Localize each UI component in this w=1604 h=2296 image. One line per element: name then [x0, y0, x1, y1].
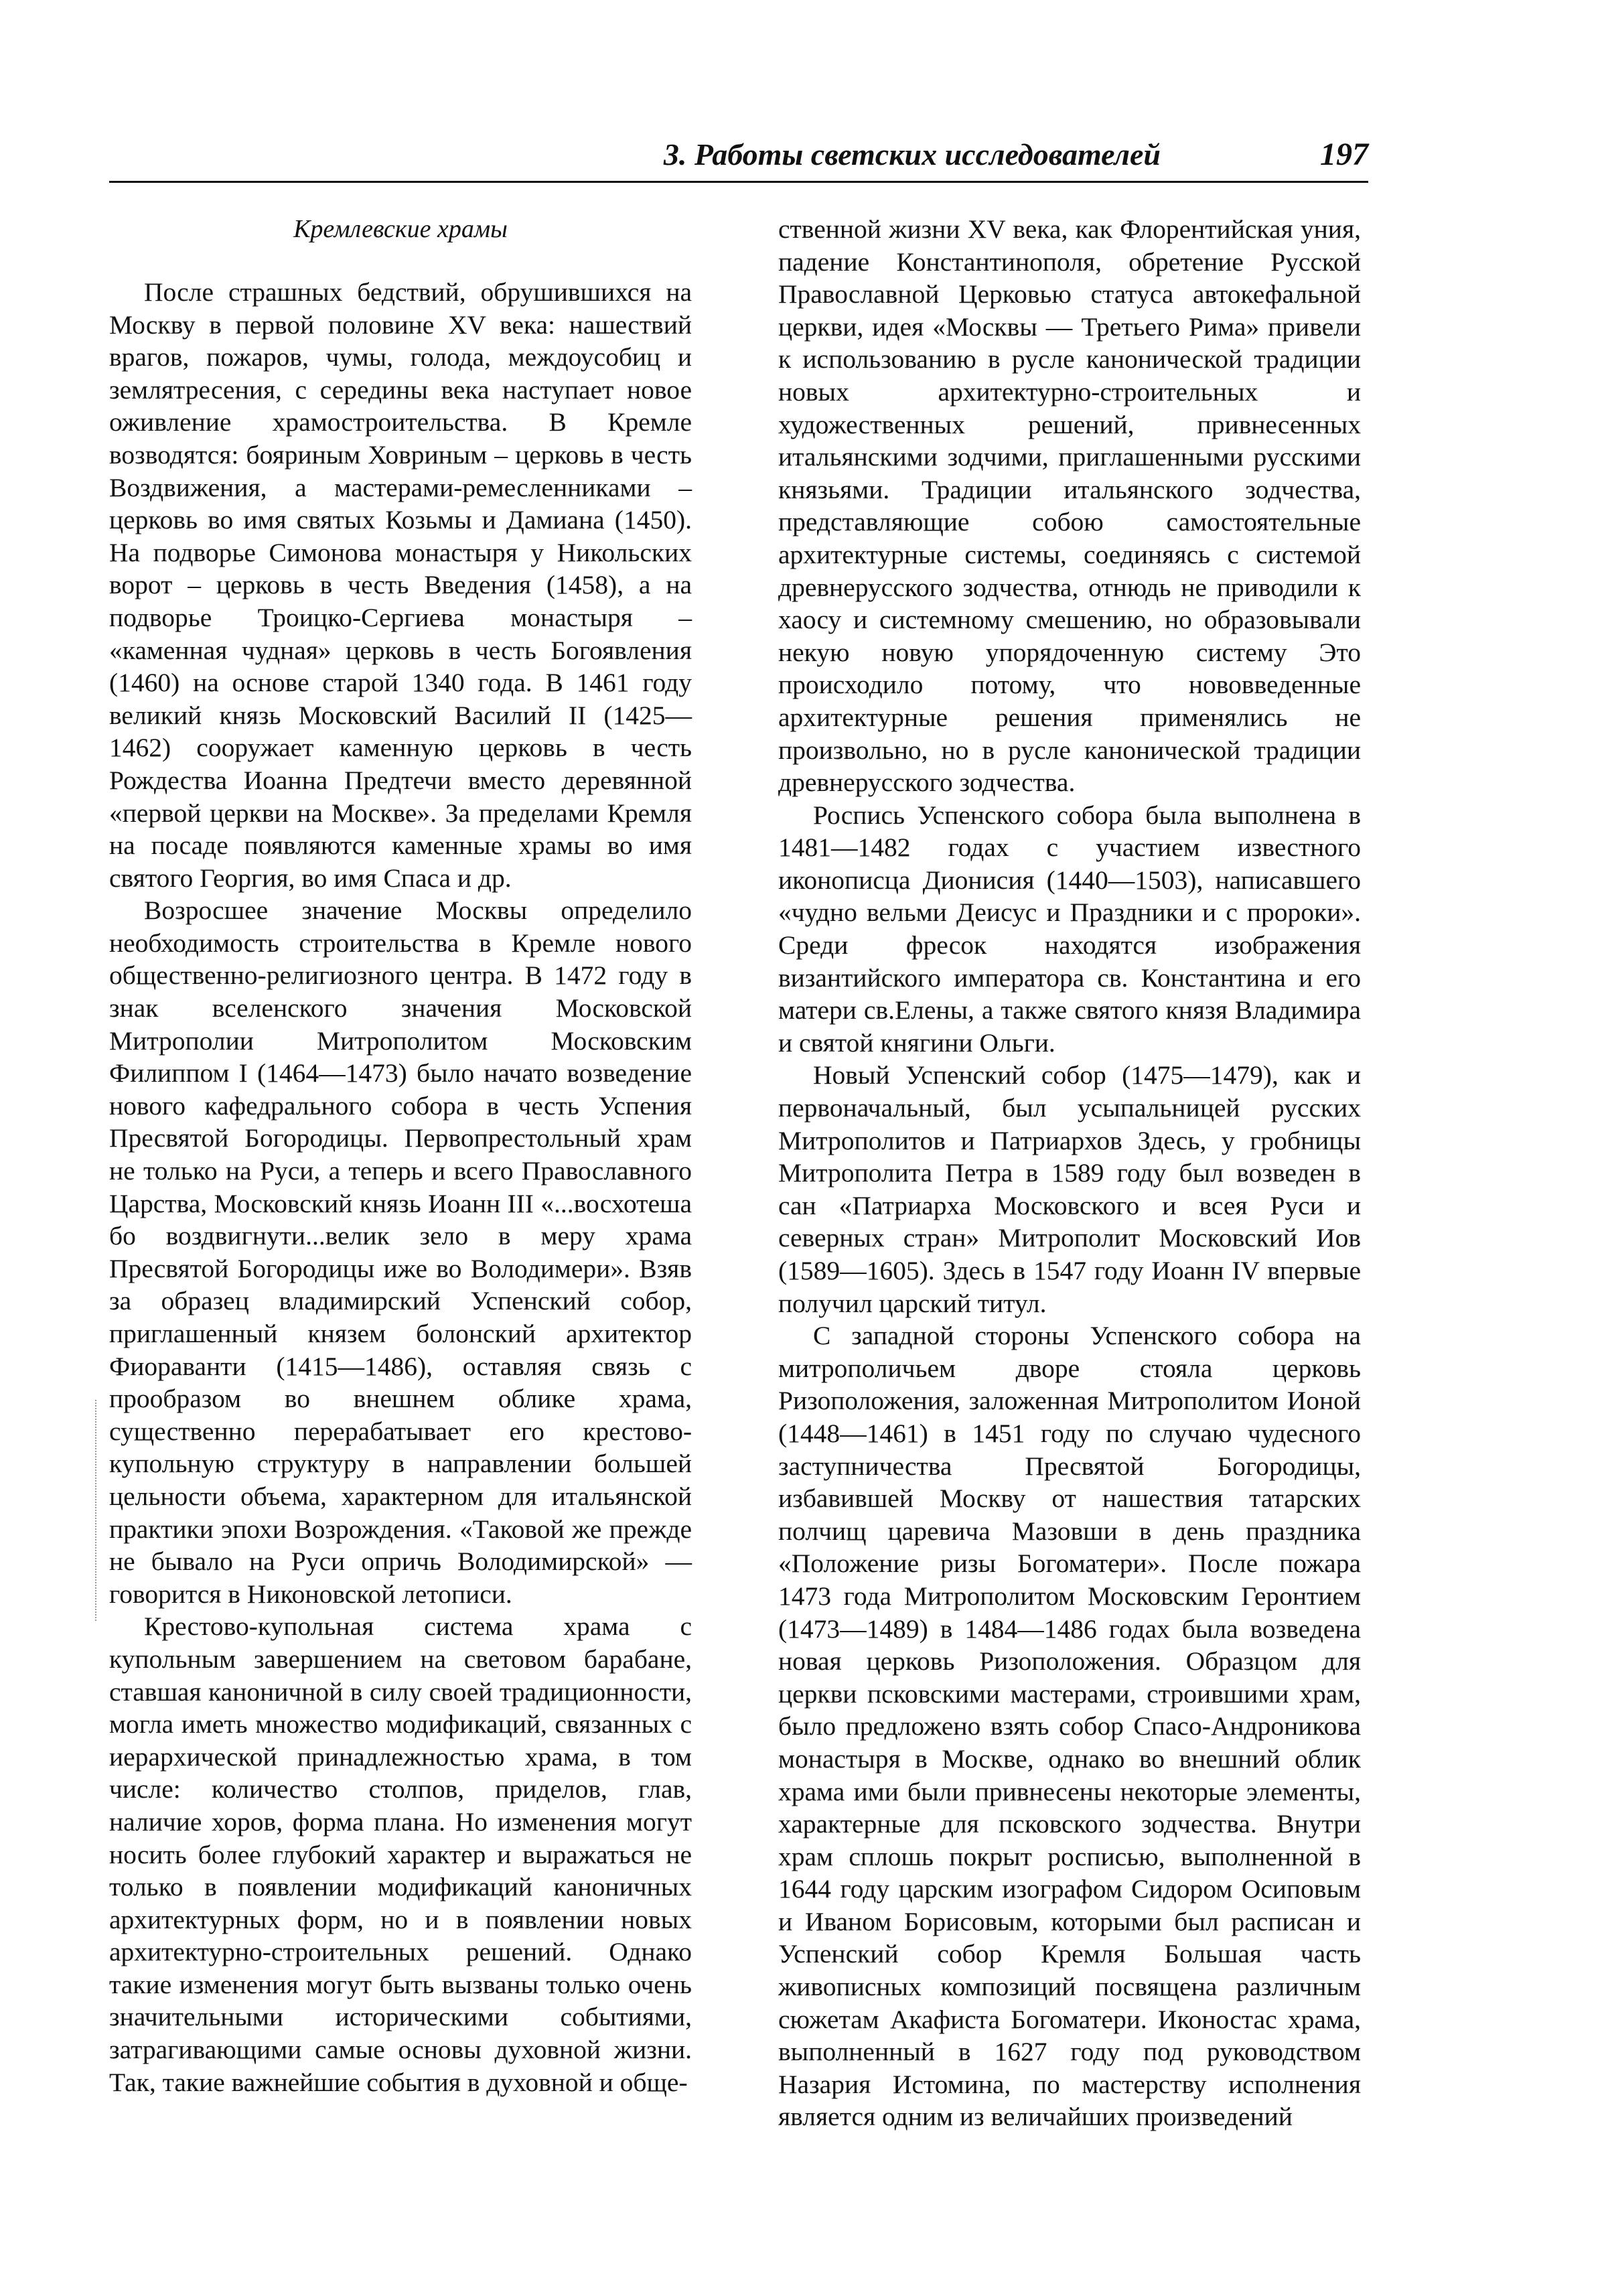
paragraph-continued: ственной жизни XV века, как Флорентийская уния, падение Константинополя, обретение Русской Православной Церковью статуса автокефальной церкви, идея «Москвы — Третьего Рима» привели к использованию в русле канонической традиции новых архитектурно-строительных и художественных решений, привнесенных итальянскими зодчими, приглашенными русскими князьями. Традиции итальянского зодчества, представляющие собою самостоятельные архитектурные системы, соединяясь с системой древнерусского зодчества, отнюдь не приводили к хаосу и системному смешению, но образовывали некую новую упорядоченную систему Это происходило потому, что нововведенные архитектурные решения применялись не произвольно, но в русле канонической традиции древнерусского зодчества.: [778, 214, 1361, 798]
section-heading: Кремлевские храмы: [293, 215, 508, 243]
paragraph: Новый Успенский собор (1475—1479), как и первоначальный, был усыпальницей русских Митрополитов и Патриархов Здесь, у гробницы Митрополита Петра в 1589 году был возведен в сан «Патриарха Московского и всея Руси и северных стран» Митрополит Московский Иов (1589—1605). Здесь в 1547 году Иоанн IV впервые получил царский титул.: [778, 1060, 1361, 1318]
paragraph: Возросшее значение Москвы определило необходимость строительства в Кремле нового общественно-религиозного центра. В 1472 году в знак вселенского значения Московской Митрополии Митрополитом Московским Филиппом I (1464—1473) было начато возведение нового кафедрального собора в честь Успения Пресвятой Богородицы. Первопрестольный храм не только на Руси, а теперь и всего Православного Царства, Московский князь Иоанн III «...восхотеша бо воздвигнути...велик зело в меру храма Пресвятой Богородицы иже во Володимери». Взяв за образец владимирский Успенский собор, приглашенный князем болонский архитектор Фиораванти (1415—1486), оставляя связь с прообразом во внешнем облике храма, существенно перерабатывает его крестово-купольную структуру в направлении большей цельности объема, характерном для итальянской практики эпохи Возрождения. «Таковой же прежде не бывало на Руси опричь Володимирской» — говорится в Никоновской летописи.: [109, 895, 692, 1609]
running-title: 3. Работы светских исследователей: [663, 137, 1161, 171]
paragraph: Роспись Успенского собора была выполнена в 1481—1482 годах с участием известного иконописца Дионисия (1440—1503), написавшего «чудно вельми Деисус и Праздники и с пророки». Среди фресок находятся изображения византийского императора св. Константина и его матери св.Елены, а также святого князя Владимира и святой княгини Ольги.: [778, 800, 1361, 1058]
paragraph: Крестово-купольная система храма с купольным завершением на световом барабане, ставшая каноничной в силу своей традиционности, могла иметь множество модификаций, связанных с иерархической принадлежностью храма, в том числе: количество столпов, приделов, глав, наличие хоров, форма плана. Но изменения могут носить более глубокий характер и выражаться не только в появлении модификаций каноничных архитектурных форм, но и в появлении новых архитектурно-строительных решений. Однако такие изменения могут быть вызваны только очень значительными историческими событиями, затрагивающими самые основы духовной жизни. Так, такие важнейшие события в духовной и обще-: [109, 1611, 692, 2097]
page-number: 197: [1320, 137, 1368, 172]
running-header: [109, 133, 1368, 183]
right-column: [778, 213, 1361, 2133]
margin-mark: [95, 1400, 98, 1621]
left-column: [109, 213, 692, 2098]
paragraph: После страшных бедствий, обрушившихся на Москву в первой половине XV века: нашествий врагов, пожаров, чумы, голода, междоусобиц и землятресения, с середины века наступает новое оживление храмостроительства. В Кремле возводятся: бояриным Ховриным – церковь в честь Воздвижения, а мастерами-ремесленниками – церковь во имя святых Козьмы и Дамиана (1450). На подворье Симонова монастыря у Никольских ворот – церковь в честь Введения (1458), а на подворье Троицко-Сергиева монастыря – «каменная чудная» церковь в честь Богоявления (1460) на основе старой 1340 года. В 1461 году великий князь Московский Василий II (1425—1462) сооружает каменную церковь в честь Рождества Иоанна Предтечи вместо деревянной «первой церкви на Москве». За пределами Кремля на посаде появляются каменные храмы во имя святого Георгия, во имя Спаса и др.: [109, 277, 692, 893]
paragraph: С западной стороны Успенского собора на митрополичьем дворе стояла церковь Ризоположения, заложенная Митрополитом Ионой (1448—1461) в 1451 году по случаю чудесного заступничества Пресвятой Богородицы, избавившей Москву от нашествия татарских полчищ царевича Мазовши в день праздника «Положение ризы Богоматери». После пожара 1473 года Митрополитом Московским Геронтием (1473—1489) в 1484—1486 годах была возведена новая церковь Ризоположения. Образцом для церкви псковскими мастерами, строившими храм, было предложено взять собор Спасо-Андроникова монастыря в Москве, однако во внешний облик храма ими были привнесены некоторые элементы, характерные для псковского зодчества. Внутри храм сплошь покрыт росписью, выполненной в 1644 году царским изографом Сидором Осиповым и Иваном Борисовым, которыми был расписан и Успенский собор Кремля Большая часть живописных композиций посвящена различным сюжетам Акафиста Богоматери. Иконостас храма, выполненный в 1627 году под руководством Назария Истомина, по мастерству исполнения является одним из величайших произведений: [778, 1321, 1361, 2132]
